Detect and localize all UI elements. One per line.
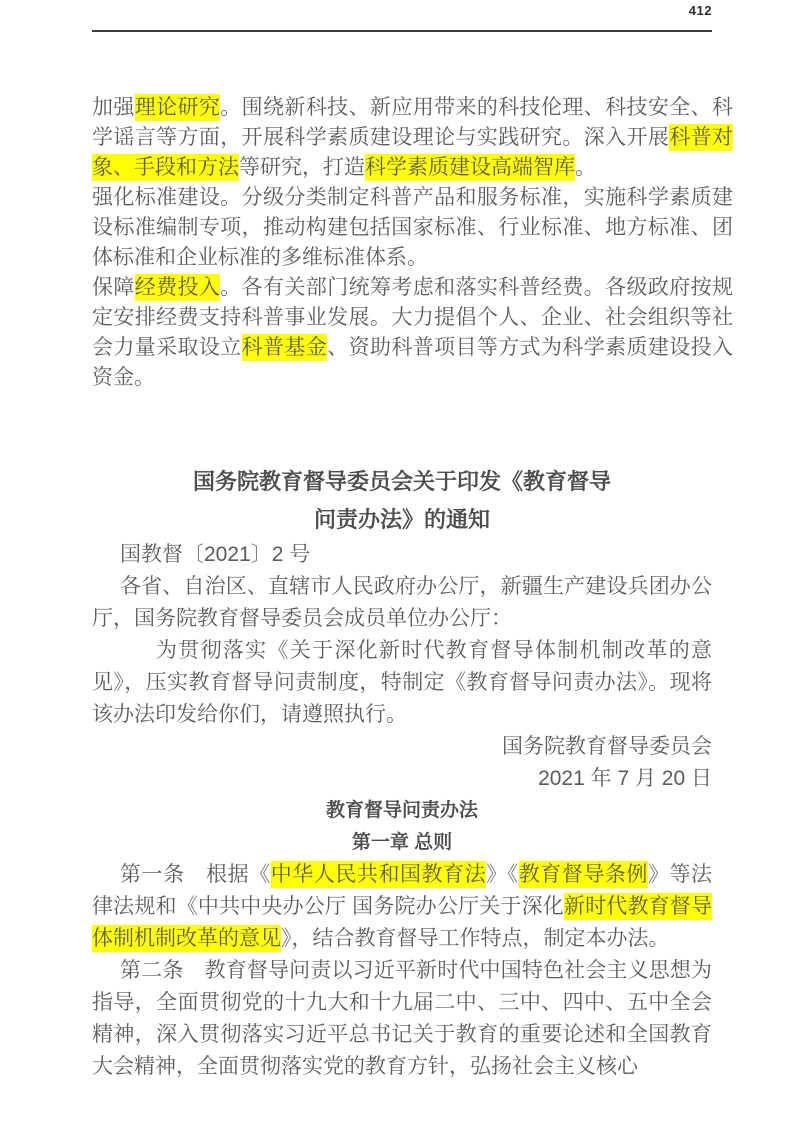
highlight-annotation: 教育督导条例: [518, 863, 648, 886]
text-run: 国教督〔2021〕2 号: [120, 543, 311, 566]
article-1-paragraph: [92, 859, 712, 955]
addressee-paragraph: [92, 571, 712, 635]
highlight-annotation: 新时代教育督导体制机制改革的意见: [92, 895, 712, 950]
paragraph: [92, 273, 733, 393]
text-run: 国务院教育督导委员会: [502, 735, 712, 758]
highlight-annotation: 科学素质建设高端智库: [365, 156, 575, 179]
text-run: 为贯彻落实《关于深化新时代教育督导体制机制改革的意见》，压实教育督导问责制度，特制定《教育督导问责办法》。现将该办法印发给你们，请遵照执行。: [92, 639, 712, 726]
page-number: 412: [688, 3, 712, 18]
text-run: 、资助科普项目等方式为科学素质建设投入资金。: [92, 336, 734, 389]
text-run: 》等法律法规和《中共中央办公厅 国务院办公厅关于深化: [92, 863, 713, 918]
paragraph: [92, 183, 733, 273]
text-run: 。围绕新科技、新应用带来的科技伦理、科技安全、科学谣言等方面，开展科学素质建设理论与实践研究。深入开展: [92, 96, 734, 149]
notice-title-line-2: [92, 501, 712, 539]
highlight-annotation: 经费投入: [134, 276, 221, 299]
text-run: 》，结合教育督导工作特点，制定本办法。: [281, 927, 670, 950]
text-run: 保障: [92, 276, 135, 299]
text-run: 教育督导问责办法: [325, 800, 478, 821]
text-run: 各省、自治区、直辖市人民政府办公厅，新疆生产建设兵团办公厅，国务院教育督导委员会成员单位办公厅：: [92, 575, 712, 630]
text-run: 》《: [486, 863, 519, 886]
chapter-heading: [92, 827, 712, 859]
highlight-annotation: 理论研究: [134, 96, 221, 119]
issuer-signature: [92, 731, 712, 763]
notice-body-paragraph: [92, 635, 712, 731]
highlight-annotation: 中华人民共和国教育法: [270, 863, 487, 886]
paragraph: [92, 93, 733, 183]
text-run: 强化标准建设。分级分类制定科普产品和服务标准，实施科学素质建设标准编制专项，推动构建包括国家标准、行业标准、地方标准、团体标准和企业标准的多维标准体系。: [92, 186, 733, 269]
regulation-title: [92, 795, 712, 827]
issue-date: [92, 763, 712, 795]
highlight-annotation: 科普对象、手段和方法: [92, 126, 734, 179]
text-run: 加强: [92, 96, 135, 119]
page-content: [92, 32, 733, 1083]
science-literacy-section: [92, 93, 733, 393]
text-run: 国务院教育督导委员会关于印发《教育督导: [192, 469, 611, 494]
text-run: 。各有关部门统筹考虑和落实科普经费。各级政府按规定安排经费支持科普事业发展。大力提倡个人、企业、社会组织等社会力量采取设立: [92, 276, 734, 359]
article-2-paragraph: [92, 955, 712, 1083]
doc-number: [92, 539, 712, 571]
text-run: 第二条 教育督导问责以习近平新时代中国特色社会主义思想为指导，全面贯彻党的十九大和十九届二中、三中、四中、五中全会精神，深入贯彻落实习近平总书记关于教育的重要论述和全国教育大会精神，全面贯彻落实党的教育方针，弘扬社会主义核心: [92, 959, 712, 1078]
highlight-annotation: 科普基金: [241, 336, 328, 359]
text-run: 第一条 根据《: [120, 863, 271, 886]
text-run: 等研究，打造: [239, 156, 365, 179]
text-run: 。: [575, 156, 596, 179]
supervision-notice-section: [92, 463, 712, 1083]
notice-title-line-1: [92, 463, 712, 501]
text-run: 问责办法》的通知: [313, 507, 490, 532]
text-run: 第一章 总则: [351, 832, 453, 853]
text-run: 2021 年 7 月 20 日: [538, 767, 712, 790]
